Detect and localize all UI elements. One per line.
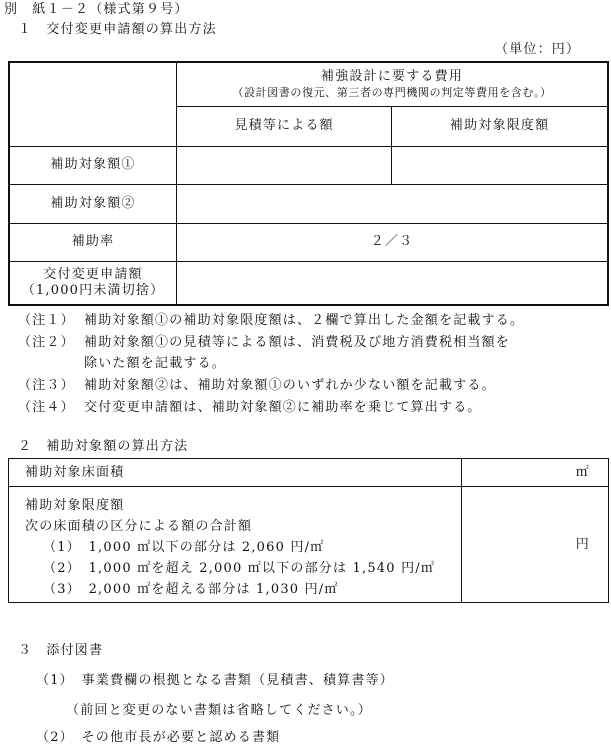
note-2 bbox=[18, 335, 510, 351]
row-label-floor-area: 補助対象床面積 bbox=[9, 459, 462, 487]
attachment-item-2: （2） その他市長が必要と認める書類 bbox=[36, 730, 281, 745]
section2-title: ２ 補助対象額の算出方法 bbox=[18, 439, 189, 454]
limit-amount-unit[interactable]: 円 bbox=[462, 487, 609, 603]
col-header-estimate: 見積等による額 bbox=[177, 106, 392, 146]
note-text: 補助対象額①の補助対象限度額は、２欄で算出した金額を記載する。 bbox=[84, 313, 525, 328]
application-amount-table bbox=[8, 61, 609, 306]
limit-calc-cell bbox=[9, 487, 462, 603]
limit-title: 補助対象限度額 bbox=[25, 498, 125, 513]
table1-group-header bbox=[177, 62, 608, 106]
section1-title: １ 交付変更申請額の算出方法 bbox=[18, 22, 217, 37]
row-label-request bbox=[9, 261, 177, 305]
note-label: （注４） bbox=[18, 400, 75, 415]
subsidy2-value-cell[interactable] bbox=[177, 184, 608, 223]
row-label-subsidy2: 補助対象額② bbox=[9, 184, 177, 223]
col-header-limit: 補助対象限度額 bbox=[392, 106, 608, 146]
group-header-note: （設計図書の復元、第三者の専門機関の判定等費用を含む。） bbox=[232, 86, 552, 100]
note-1 bbox=[18, 313, 524, 329]
unit-label: （単位：円） bbox=[495, 42, 581, 57]
group-header-title: 補強設計に要する費用 bbox=[321, 68, 464, 84]
rate-value: ２／３ bbox=[177, 223, 608, 261]
subsidy1-limit-cell[interactable] bbox=[392, 146, 608, 184]
note-text: 除いた額を記載する。 bbox=[84, 356, 227, 371]
note-text: 交付変更申請額は、補助対象額②に補助率を乗じて算出する。 bbox=[84, 400, 482, 415]
attachment-item-1: （1） 事業費欄の根拠となる書類（見積書、積算書等） bbox=[36, 673, 394, 688]
note-label: （注１） bbox=[18, 313, 75, 328]
attachment-item-1-note: （前回と変更のない書類は省略してください。） bbox=[66, 703, 372, 718]
request-amount-cell[interactable] bbox=[177, 261, 608, 305]
row-label-subsidy1: 補助対象額① bbox=[9, 146, 177, 184]
note-label: （注２） bbox=[18, 335, 75, 350]
note-2-cont bbox=[18, 356, 226, 372]
subsidy1-estimate-cell[interactable] bbox=[177, 146, 392, 184]
limit-item-1: （1） 1,000 ㎡以下の部分は 2,060 円/㎡ bbox=[43, 540, 325, 555]
note-3 bbox=[18, 378, 496, 394]
section3-title: ３ 添付図書 bbox=[18, 643, 104, 658]
attachment-label: 別 紙１－２（様式第９号） bbox=[4, 2, 189, 17]
note-text: 補助対象額②は、補助対象額①のいずれか少ない額を記載する。 bbox=[84, 378, 496, 393]
note-label: （注３） bbox=[18, 378, 75, 393]
request-label-line2: （1,000円未満切捨） bbox=[21, 282, 165, 298]
note-text: 補助対象額①の見積等による額は、消費税及び地方消費税相当額を bbox=[84, 335, 511, 350]
row-label-rate: 補助率 bbox=[9, 223, 177, 261]
note-4 bbox=[18, 400, 482, 416]
limit-desc: 次の床面積の区分による額の合計額 bbox=[25, 519, 253, 534]
request-label-line1: 交付変更申請額 bbox=[43, 267, 143, 283]
limit-item-3: （3） 2,000 ㎡を超える部分は 1,030 円/㎡ bbox=[43, 582, 339, 597]
floor-area-unit[interactable]: ㎡ bbox=[462, 459, 609, 487]
table1-corner-cell bbox=[9, 62, 177, 146]
subsidy-calc-table bbox=[8, 458, 609, 603]
limit-item-2: （2） 1,000 ㎡を超え 2,000 ㎡以下の部分は 1,540 円/㎡ bbox=[43, 561, 436, 576]
